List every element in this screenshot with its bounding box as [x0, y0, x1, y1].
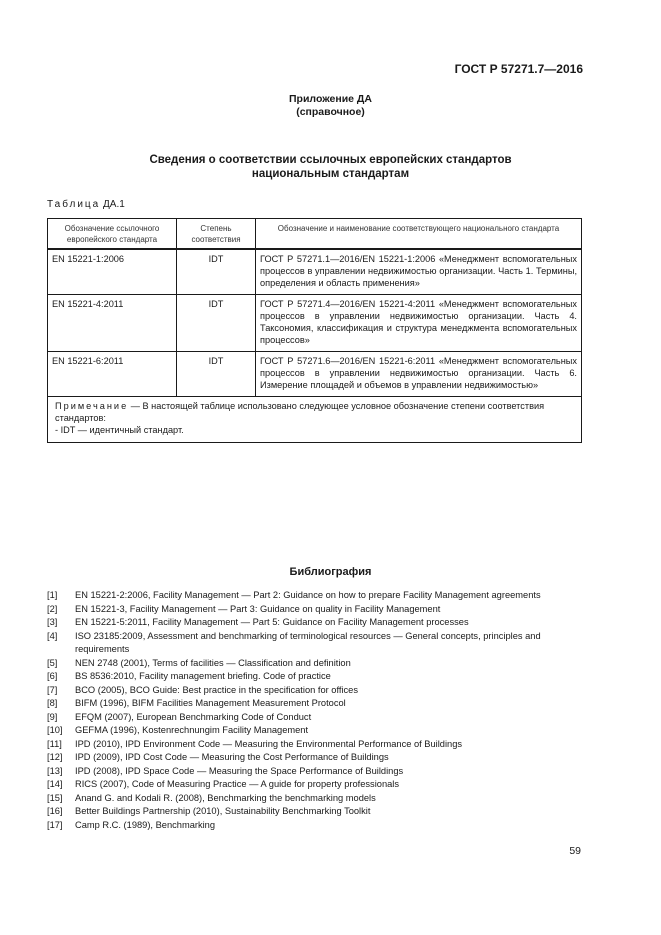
list-item: [47, 697, 587, 711]
cell-national: ГОСТ Р 57271.4—2016/EN 15221-4:2011 «Менеджмент вспомогательных процессов в управлении недвижимостью организации. Часть 4. Таксономия, классификация и структура менеджмента вспомогательных процессов»: [256, 295, 582, 352]
note-text: — В настоящей таблице использовано следующее условное обозначение степени соответствия стандартов:: [55, 401, 545, 423]
bib-num: [7]: [47, 684, 58, 695]
bib-text: RICS (2007), Code of Measuring Practice — A guide for property professionals: [75, 779, 400, 789]
header-national-standard: Обозначение и наименование соответствующего национального стандарта: [256, 219, 582, 250]
cell-degree: IDT: [177, 295, 256, 352]
bib-num: [12]: [47, 752, 63, 762]
cell-national: ГОСТ Р 57271.6—2016/EN 15221-6:2011 «Менеджмент вспомогательных процессов в управлении недвижимостью организации. Часть 6. Измерение площадей и объемов в управлении недвижимостью»: [256, 352, 582, 397]
cell-ref: EN 15221-6:2011: [48, 352, 177, 397]
bib-text: IPD (2008), IPD Space Code — Measuring the Space Performance of Buildings: [75, 765, 404, 776]
list-item: [47, 792, 587, 806]
cell-degree: IDT: [177, 352, 256, 397]
bib-text: GEFMA (1996), Kostenrechnungim Facility Management: [75, 725, 309, 735]
cell-ref: EN 15221-4:2011: [48, 295, 177, 352]
appendix-heading: [0, 93, 661, 119]
table-row: [48, 295, 582, 352]
section-title-line-2: национальным стандартам: [251, 168, 410, 180]
list-item: [47, 684, 587, 698]
bib-num: [2]: [47, 603, 58, 614]
bib-text: Better Buildings Partnership (2010), Sustainability Benchmarking Toolkit: [75, 806, 371, 816]
bib-num: [1]: [47, 590, 58, 600]
list-item: [47, 616, 587, 630]
bib-num: [5]: [47, 657, 58, 668]
page-number: 59: [569, 845, 581, 857]
table-row: [48, 352, 582, 397]
bib-num: [11]: [47, 738, 62, 749]
bib-text: IPD (2010), IPD Environment Code — Measuring the Environmental Performance of Buildings: [75, 738, 463, 749]
bib-text: EN 15221-3, Facility Management — Part 3: Guidance on quality in Facility Management: [75, 603, 441, 614]
list-item: [47, 738, 587, 752]
table-note-row: [48, 397, 582, 443]
header-degree: Степень соответствия: [177, 219, 256, 250]
bib-num: [10]: [47, 725, 63, 735]
table-caption-word: Таблица: [47, 199, 101, 210]
note-item: - IDT — идентичный стандарт.: [55, 425, 184, 435]
bib-text: EN 15221-2:2006, Facility Management — Part 2: Guidance on how to prepare Facility Management agreements: [75, 590, 541, 600]
list-item: [47, 630, 587, 657]
bib-num: [15]: [47, 792, 63, 803]
bib-num: [8]: [47, 698, 58, 708]
list-item: [47, 805, 587, 819]
table-caption-id: ДА.1: [103, 199, 125, 210]
bib-num: [14]: [47, 779, 63, 789]
bib-text: NEN 2748 (2001), Terms of facilities — Classification and definition: [75, 657, 351, 668]
table-caption: [47, 199, 125, 210]
list-item: [47, 711, 587, 725]
bibliography-list: [47, 589, 587, 832]
cell-national: ГОСТ Р 57271.1—2016/EN 15221-1:2006 «Менеджмент вспомогательных процессов в управлении недвижимостью организации. Часть 1. Термины, определения и область применения»: [256, 249, 582, 295]
bib-num: [9]: [47, 711, 58, 722]
table-header-row: [48, 219, 582, 250]
document-code: ГОСТ Р 57271.7—2016: [454, 62, 583, 76]
list-item: [47, 765, 587, 779]
bib-text: ISO 23185:2009, Assessment and benchmarking of terminological resources — General concepts, principles and requirements: [75, 630, 541, 654]
bib-num: [16]: [47, 806, 63, 816]
section-title-line-1: Сведения о соответствии ссылочных европейских стандартов: [149, 154, 512, 166]
bibliography-title: Библиография: [289, 566, 372, 578]
bib-num: [17]: [47, 819, 63, 830]
list-item: [47, 657, 587, 671]
bib-text: EFQM (2007), European Benchmarking Code of Conduct: [75, 711, 312, 722]
bib-text: Camp R.C. (1989), Benchmarking: [75, 819, 216, 830]
list-item: [47, 819, 587, 833]
list-item: [47, 603, 587, 617]
bib-text: BS 8536:2010, Facility management briefing. Code of practice: [75, 671, 331, 681]
bib-num: [3]: [47, 617, 58, 627]
table-note: [48, 397, 582, 443]
bib-text: IPD (2009), IPD Cost Code — Measuring the Cost Performance of Buildings: [75, 752, 389, 762]
standards-correspondence-table: [47, 218, 582, 443]
list-item: [47, 589, 587, 603]
bib-text: BCO (2005), BCO Guide: Best practice in the specification for offices: [75, 684, 358, 695]
appendix-subtitle: (справочное): [296, 106, 365, 118]
header-european-standard: Обозначение ссылочного европейского стандарта: [48, 219, 177, 250]
section-title: [0, 153, 661, 181]
appendix-title: Приложение ДА: [289, 93, 372, 105]
list-item: [47, 724, 587, 738]
list-item: [47, 751, 587, 765]
bib-text: EN 15221-5:2011, Facility Management — Part 5: Guidance on Facility Management processes: [75, 617, 469, 627]
list-item: [47, 778, 587, 792]
cell-degree: IDT: [177, 249, 256, 295]
bib-text: BIFM (1996), BIFM Facilities Management Measurement Protocol: [75, 698, 346, 708]
bib-num: [4]: [47, 630, 58, 641]
cell-ref: EN 15221-1:2006: [48, 249, 177, 295]
bib-text: Anand G. and Kodali R. (2008), Benchmarking the benchmarking models: [75, 792, 376, 803]
note-label: Примечание: [55, 401, 129, 411]
bib-num: [13]: [47, 765, 63, 776]
list-item: [47, 670, 587, 684]
table-row: [48, 249, 582, 295]
bib-num: [6]: [47, 671, 58, 681]
